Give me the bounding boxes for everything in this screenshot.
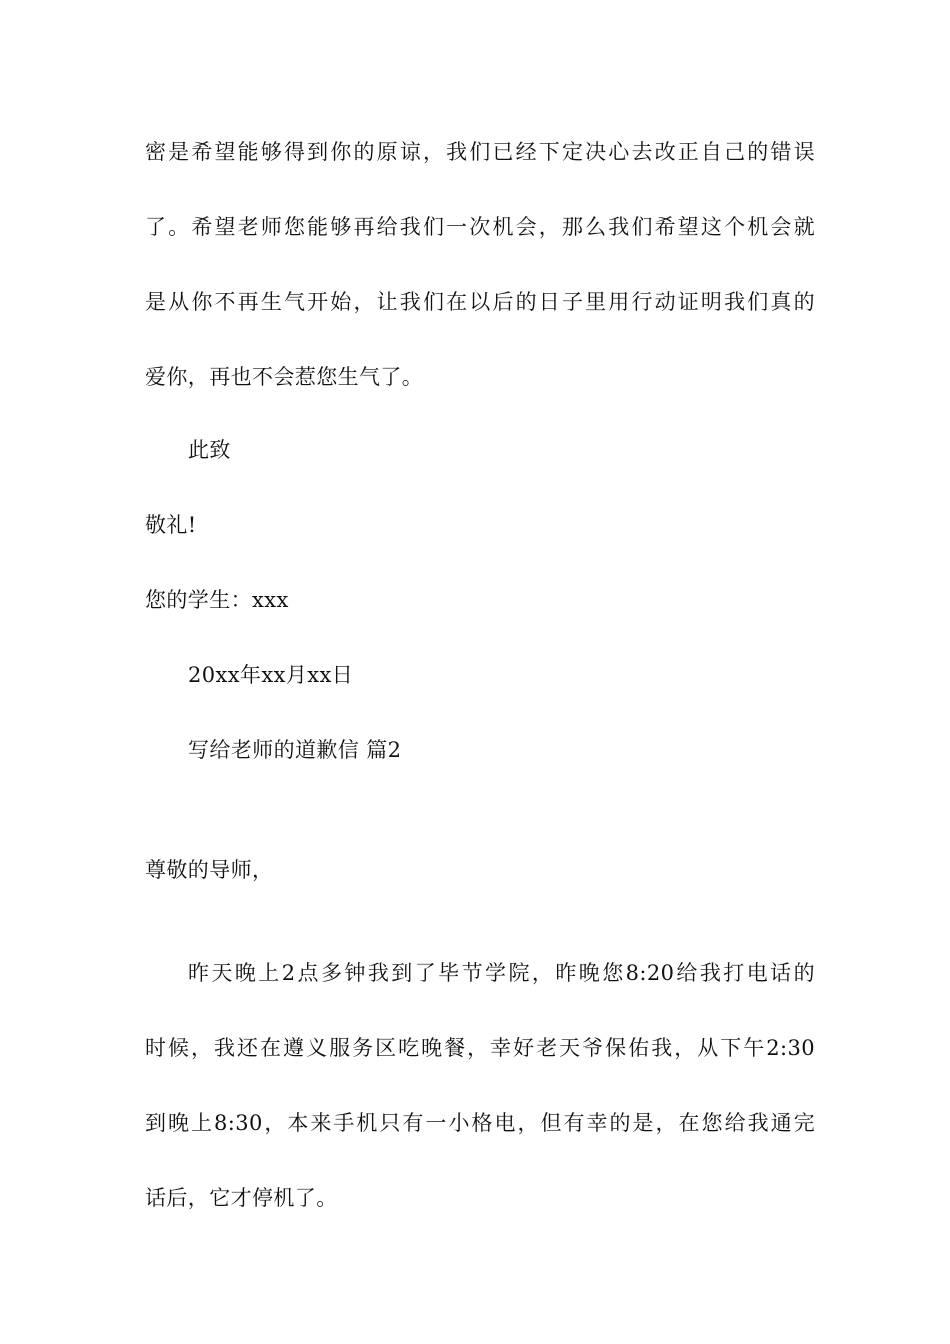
closing-text: 此致: [188, 438, 231, 462]
paragraph-line: 时候，我还在遵义服务区吃晚餐，幸好老天爷保佑我，从下午2:30: [145, 1036, 815, 1060]
section-title: 写给老师的道歉信 篇2: [188, 738, 402, 762]
paragraph-line: 昨天晚上2点多钟我到了毕节学院，昨晚您8:20给我打电话的: [188, 961, 815, 985]
paragraph-line: 爱你，再也不会惹您生气了。: [145, 365, 424, 389]
paragraph-line: 话后，它才停机了。: [145, 1186, 338, 1210]
paragraph-line: 了。希望老师您能够再给我们一次机会，那么我们希望这个机会就: [145, 215, 815, 239]
greeting-text: 尊敬的导师，: [145, 858, 274, 882]
date-text: 20xx年xx月xx日: [188, 663, 354, 687]
paragraph-line: 到晚上8:30，本来手机只有一小格电，但有幸的是，在您给我通完: [145, 1111, 815, 1135]
paragraph-line: 密是希望能够得到你的原谅，我们已经下定决心去改正自己的错误: [145, 140, 815, 164]
paragraph-line: 是从你不再生气开始，让我们在以后的日子里用行动证明我们真的: [145, 290, 815, 314]
signature-text: 您的学生：xxx: [145, 588, 289, 612]
salutation-text: 敬礼!: [145, 513, 197, 537]
